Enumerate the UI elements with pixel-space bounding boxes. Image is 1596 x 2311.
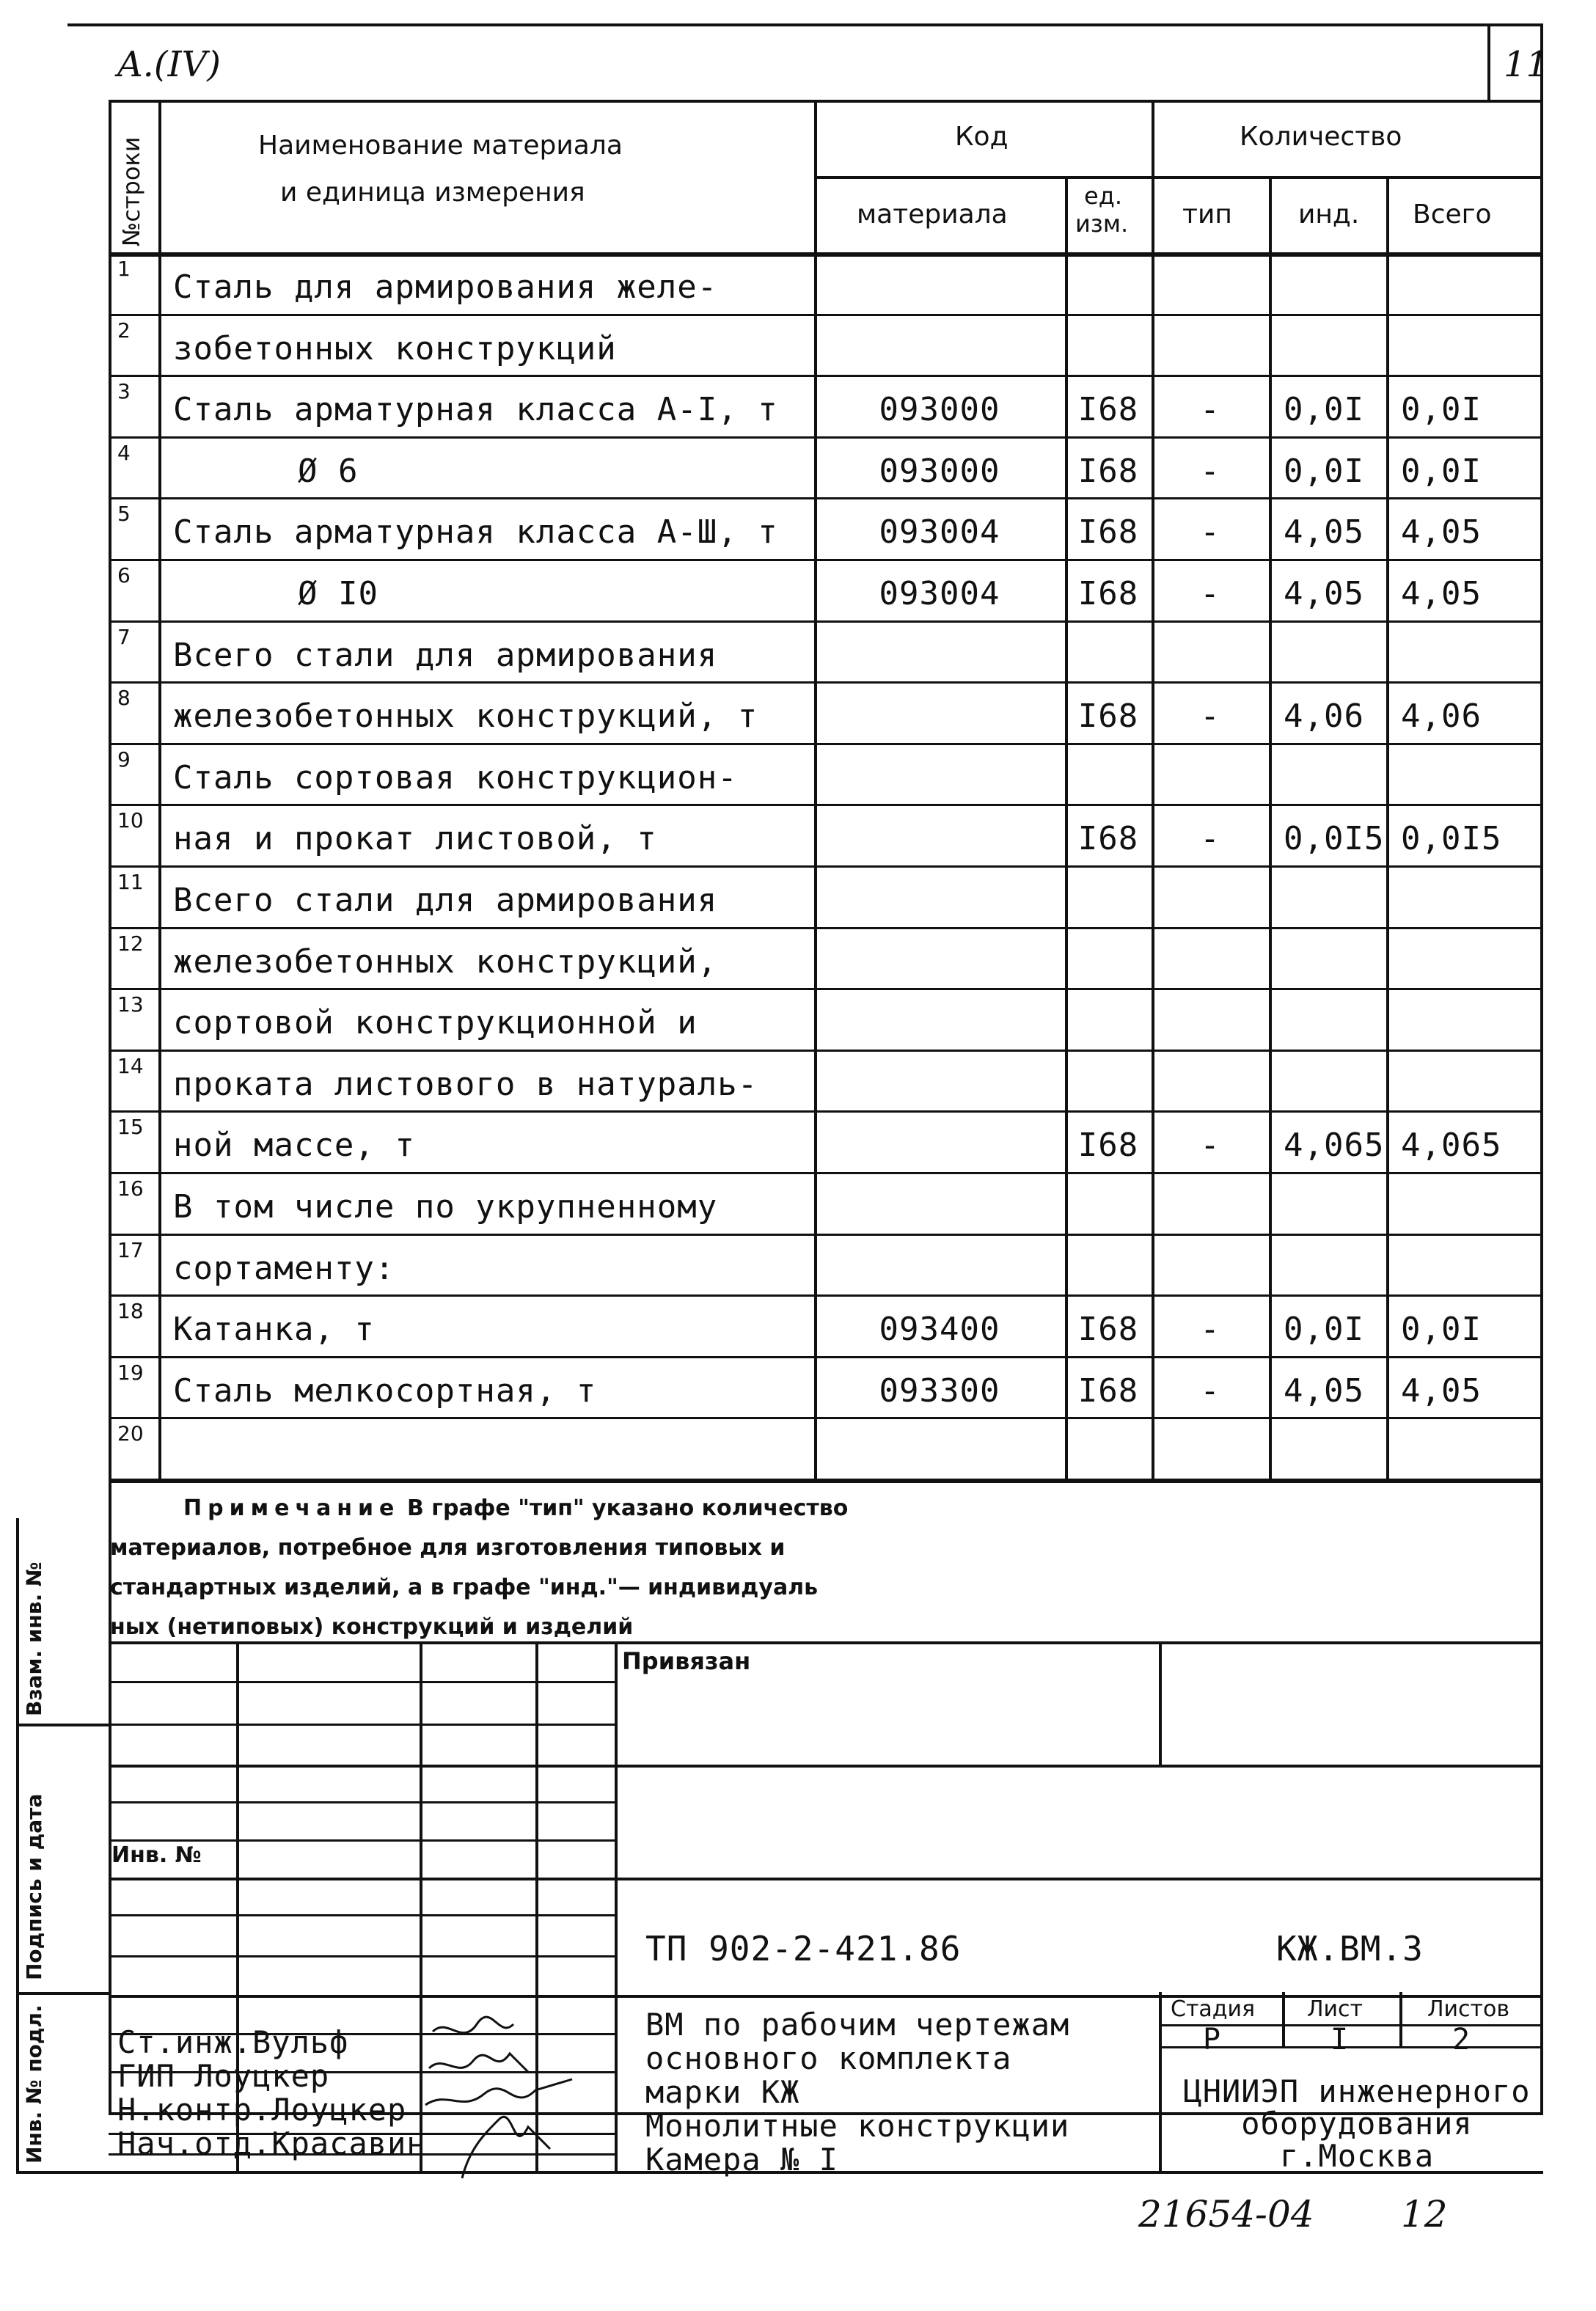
signature-role: Н.контр. <box>117 2092 272 2128</box>
cell-code: 093000 <box>879 391 1000 429</box>
cell-total: 0,0I <box>1401 391 1482 429</box>
cell-ind: 4,05 <box>1284 575 1364 612</box>
cell-unit: I68 <box>1077 1127 1139 1165</box>
cell-name: Сталь мелкосортная, т <box>173 1371 597 1410</box>
cell-name: Ø 6 <box>298 452 359 490</box>
cell-name: ной массе, т <box>173 1127 415 1165</box>
cell-ind: 0,0I <box>1284 1311 1364 1349</box>
cell-name: зобетонных конструкций <box>173 329 617 367</box>
note-title: Примечание <box>183 1495 400 1521</box>
row-number: 12 <box>117 931 144 956</box>
row-number: 4 <box>117 440 131 465</box>
cell-type: - <box>1200 1371 1220 1410</box>
cell-type: - <box>1200 697 1220 736</box>
row-number: 16 <box>117 1176 144 1201</box>
row-number: 17 <box>117 1237 144 1262</box>
cell-name: В том числе по укрупненному <box>173 1188 718 1226</box>
sheet-label: Лист <box>1307 1996 1363 2022</box>
row-number: 15 <box>117 1115 144 1140</box>
cell-name: железобетонных конструкций, <box>173 942 718 981</box>
cell-total: 4,05 <box>1401 513 1482 552</box>
cell-name: проката листового в натураль- <box>173 1065 758 1103</box>
cell-ind: 4,06 <box>1284 697 1364 736</box>
cell-total: 0,0I <box>1401 452 1482 490</box>
row-number: 10 <box>117 808 144 833</box>
header-quantity: Количество <box>1240 122 1402 152</box>
header-total: Всего <box>1413 199 1492 230</box>
sheets-value: 2 <box>1452 2023 1471 2057</box>
header-code: Код <box>955 122 1009 152</box>
signature-role: Ст.инж. <box>117 2024 253 2060</box>
cell-unit: I68 <box>1077 820 1139 858</box>
cell-type: - <box>1200 1311 1220 1349</box>
cell-ind: 4,05 <box>1284 1371 1364 1410</box>
cell-name: Ø I0 <box>298 575 378 612</box>
stage-value: Р <box>1203 2023 1222 2057</box>
cell-total: 4,05 <box>1401 1371 1482 1410</box>
note-line1: В графе "тип" указано количество <box>406 1495 849 1521</box>
doc-mark: КЖ.ВМ.3 <box>1276 1929 1424 1968</box>
cell-code: 093004 <box>879 513 1000 552</box>
cell-type: - <box>1200 575 1220 612</box>
signature-row <box>117 2127 426 2161</box>
row-number: 2 <box>117 318 131 343</box>
header-row-no: №строки <box>117 136 145 246</box>
cell-code: 093000 <box>879 452 1000 490</box>
org-line: ЦНИИЭП инженерного <box>1183 2073 1531 2109</box>
cell-name: железобетонных конструкций, т <box>173 697 758 736</box>
org-line: оборудования <box>1241 2106 1473 2142</box>
cell-type: - <box>1200 820 1220 858</box>
signature-name: Лоуцкер <box>271 2092 407 2128</box>
side-label-podpis: Подпись и дата <box>22 1793 46 1980</box>
header-ind: инд. <box>1298 199 1360 230</box>
corner-mark: A.(IV) <box>117 44 221 85</box>
note-line4: ных (нетиповых) конструкций и изделий <box>110 1614 634 1640</box>
stamp-title-line: основного комплекта <box>645 2040 1012 2076</box>
row-number: 5 <box>117 502 131 527</box>
stamp-title-line: Камера № I <box>645 2142 838 2178</box>
organization <box>1174 2073 1540 2174</box>
note-line3: стандартных изделий, а в графе "инд."— индивидуаль <box>110 1575 819 1600</box>
cell-name: ная и прокат листовой, т <box>173 820 657 858</box>
cell-ind: 0,0I5 <box>1284 820 1385 858</box>
signature-name: Лоуцкер <box>194 2058 330 2094</box>
note-line2: материалов, потребное для изготовления типовых и <box>110 1535 786 1561</box>
cell-unit: I68 <box>1077 697 1139 736</box>
stage-label: Стадия <box>1171 1996 1256 2022</box>
cell-total: 4,065 <box>1401 1127 1502 1165</box>
row-number: 9 <box>117 747 131 772</box>
sheet-value: I <box>1330 2023 1350 2057</box>
cell-ind: 0,0I <box>1284 452 1364 490</box>
signature-row <box>117 2059 426 2093</box>
row-number: 3 <box>117 379 131 404</box>
header-unit-2: изм. <box>1075 210 1129 238</box>
row-number: 14 <box>117 1053 144 1078</box>
row-number: 1 <box>117 257 131 281</box>
note <box>110 1489 848 1647</box>
row-number: 8 <box>117 686 131 711</box>
cell-name: Сталь сортовая конструкцион- <box>173 758 738 796</box>
cell-unit: I68 <box>1077 575 1139 612</box>
cell-total: 4,05 <box>1401 575 1482 612</box>
signatures <box>117 2026 426 2161</box>
row-number: 19 <box>117 1360 144 1385</box>
stamp-title-line: Монолитные конструкции <box>645 2108 1070 2144</box>
cell-name: Сталь арматурная класса А-Ш, т <box>173 513 778 552</box>
header-name-line2: и единица измерения <box>280 177 585 208</box>
row-number: 18 <box>117 1299 144 1324</box>
header-unit-1: ед. <box>1084 182 1122 210</box>
cell-name: сортовой конструкционной и <box>173 1004 698 1042</box>
stamp-title-line: марки КЖ <box>645 2074 800 2110</box>
cell-ind: 0,0I <box>1284 391 1364 429</box>
cell-name: Всего стали для армирования <box>173 882 718 919</box>
row-number: 6 <box>117 563 131 587</box>
cell-total: 0,0I <box>1401 1311 1482 1349</box>
cell-name: Сталь арматурная класса А-I, т <box>173 391 778 429</box>
row-number: 7 <box>117 624 131 649</box>
cell-unit: I68 <box>1077 1311 1139 1349</box>
cell-code: 093004 <box>879 575 1000 612</box>
cell-unit: I68 <box>1077 391 1139 429</box>
org-line: г.Москва <box>1279 2138 1435 2174</box>
page-number: 11 <box>1504 44 1549 85</box>
row-number: 13 <box>117 992 144 1017</box>
cell-total: 4,06 <box>1401 697 1482 736</box>
cell-total: 0,0I5 <box>1401 820 1502 858</box>
stamp-inv-no: Инв. № <box>111 1842 202 1868</box>
stamp-privyazan: Привязан <box>622 1647 751 1675</box>
cell-ind: 4,065 <box>1284 1127 1385 1165</box>
row-number: 11 <box>117 870 144 894</box>
cell-type: - <box>1200 1127 1220 1165</box>
cell-name: Сталь для армирования желе- <box>173 268 718 306</box>
header-name-line1: Наименование материала <box>258 131 623 161</box>
signature-name: Вульф <box>252 2024 349 2060</box>
handwritten-signatures <box>418 2010 609 2186</box>
side-label-inv-podl: Инв. № подл. <box>22 2004 46 2164</box>
cell-unit: I68 <box>1077 452 1139 490</box>
row-number: 20 <box>117 1421 144 1446</box>
cell-unit: I68 <box>1077 1371 1139 1410</box>
cell-ind: 4,05 <box>1284 513 1364 552</box>
cell-name: сортаменту: <box>173 1249 395 1287</box>
footer-page: 12 <box>1401 2193 1448 2235</box>
cell-name: Всего стали для армирования <box>173 636 718 674</box>
archive-number: 21654-04 <box>1138 2193 1314 2235</box>
cell-code: 093400 <box>879 1311 1000 1349</box>
cell-type: - <box>1200 391 1220 429</box>
cell-type: - <box>1200 513 1220 552</box>
signature-role: Нач.отд. <box>117 2125 272 2161</box>
header-type: тип <box>1182 199 1232 230</box>
signature-row <box>117 2026 426 2059</box>
stamp-title <box>645 2008 1069 2177</box>
sheets-label: Листов <box>1427 1996 1510 2022</box>
signature-name: Красавин <box>271 2125 426 2161</box>
stamp-title-line: ВМ по рабочим чертежам <box>645 2007 1070 2043</box>
cell-name: Катанка, т <box>173 1311 375 1349</box>
cell-type: - <box>1200 452 1220 490</box>
header-code-material: материала <box>857 199 1008 230</box>
cell-unit: I68 <box>1077 513 1139 552</box>
project-code: ТП 902-2-421.86 <box>645 1929 962 1968</box>
side-label-vzam: Взам. инв. № <box>22 1561 46 1716</box>
signature-row <box>117 2093 426 2127</box>
cell-code: 093300 <box>879 1371 1000 1410</box>
signature-role: ГИП <box>117 2058 175 2094</box>
